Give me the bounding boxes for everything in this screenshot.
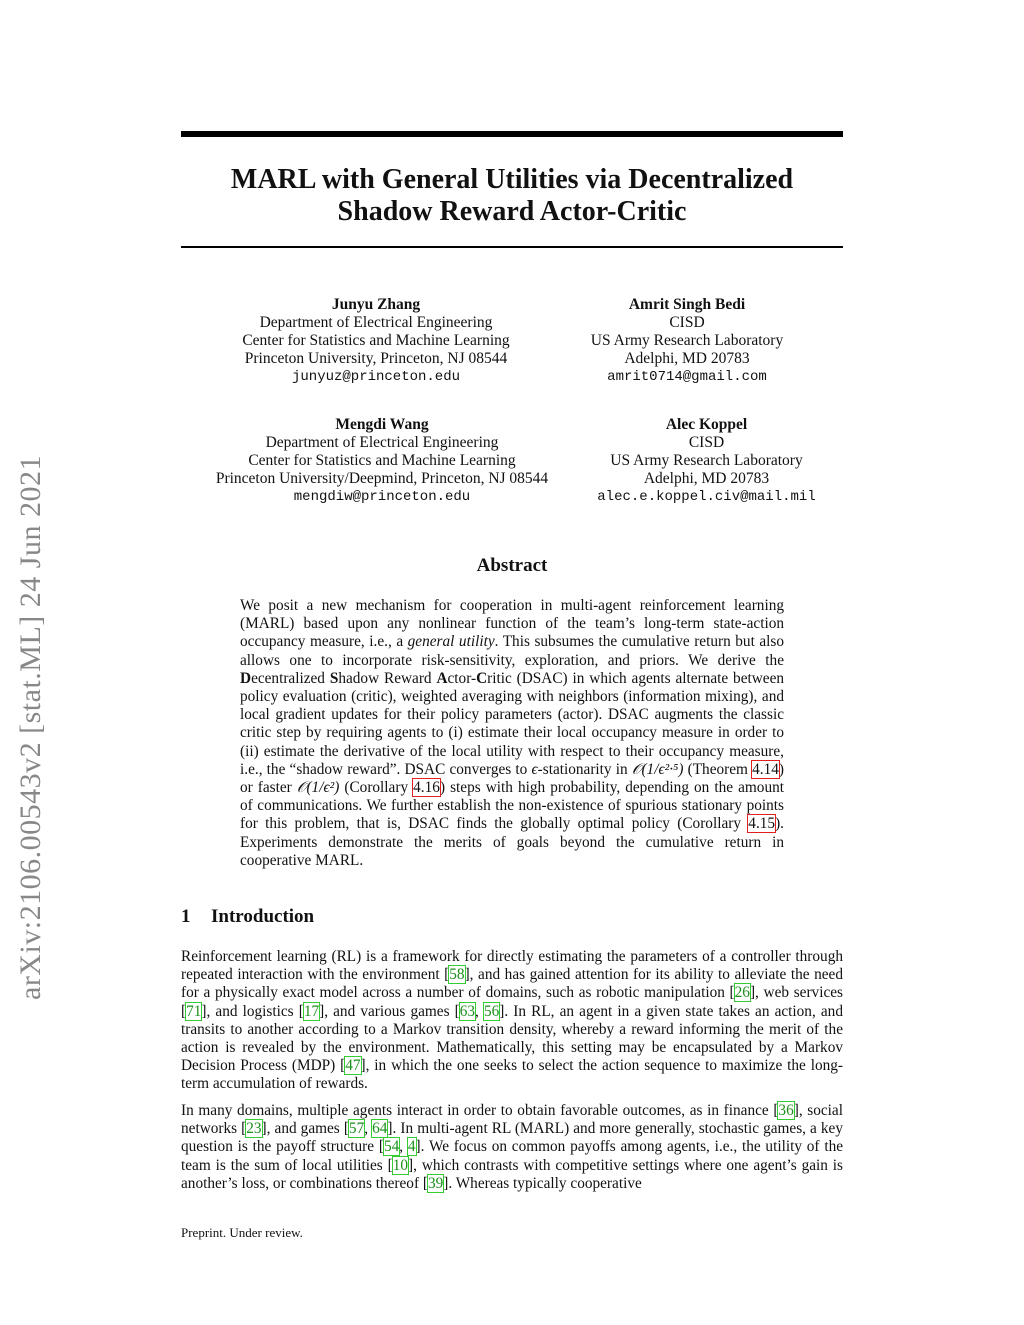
author-email[interactable]: mengdiw@princeton.edu xyxy=(293,489,471,505)
author-affiliation: Department of Electrical Engineering xyxy=(265,434,499,451)
author-block xyxy=(585,416,828,506)
citation-link[interactable]: 56 xyxy=(483,1002,500,1020)
author-email[interactable]: junyuz@princeton.edu xyxy=(291,369,461,385)
author-affiliation: Adelphi, MD 20783 xyxy=(643,470,770,487)
citation-link[interactable]: 54 xyxy=(383,1138,400,1156)
corollary-ref-link[interactable]: 4.15 xyxy=(748,815,776,833)
author-name: Junyu Zhang xyxy=(331,296,421,313)
author-affiliation: CISD xyxy=(688,434,725,451)
author-block xyxy=(226,296,526,386)
theorem-ref-link[interactable]: 4.14 xyxy=(752,760,779,778)
page-footer: Preprint. Under review. xyxy=(181,1225,303,1240)
title-top-rule xyxy=(181,131,843,137)
author-affiliation: Center for Statistics and Machine Learning xyxy=(248,452,516,469)
author-affiliation: US Army Research Laboratory xyxy=(590,332,784,349)
arxiv-identifier: arXiv:2106.00543v2 [stat.ML] 24 Jun 2021 xyxy=(14,455,47,1000)
math-complexity: 𝒪(1/ϵ²·⁵) xyxy=(631,760,684,778)
author-name: Alec Koppel xyxy=(665,416,748,433)
math-complexity: 𝒪(1/ϵ²) xyxy=(296,779,340,797)
math-epsilon: ϵ xyxy=(531,760,538,778)
citation-link[interactable]: 4 xyxy=(407,1138,416,1156)
corollary-ref-link[interactable]: 4.16 xyxy=(413,779,440,797)
citation-link[interactable]: 39 xyxy=(427,1174,444,1192)
intro-paragraph: In many domains, multiple agents interact in order to obtain favorable outcomes, as in finance [36], social networks [23], and games [57, 64]. In multi-agent RL (MARL) and more generally, stochastic games, a key question is the payoff structure [54, 4]. We focus on common payoffs among agents, i.e., the utility of the team is the sum of local utilities [10], which contrasts with competitive settings where one agent’s gain is another’s loss, or combinations thereof [39]. Whereas typically cooperative xyxy=(181,1102,844,1192)
author-block xyxy=(570,296,804,386)
author-affiliation: Princeton University/Deepmind, Princeton, NJ 08544 xyxy=(215,470,549,487)
citation-link[interactable]: 57 xyxy=(348,1120,365,1138)
author-affiliation: Adelphi, MD 20783 xyxy=(624,350,750,367)
paper-title: MARL with General Utilities via Decentralized Shadow Reward Actor-Critic xyxy=(230,164,794,227)
author-name: Mengdi Wang xyxy=(335,416,429,433)
section-title: Introduction xyxy=(211,906,315,927)
author-block xyxy=(200,416,564,506)
intro-paragraph: Reinforcement learning (RL) is a framework for directly estimating the parameters of a controller through repeated interaction with the environment [58], and has gained attention for its ability to alleviate the need for a physically exact model across a number of domains, such as robotic manipulation [26], web services [71], and logistics [17], and various games [63, 56]. In RL, an agent in a given state takes an action, and transits to another according to a Markov transition density, whereby a reward informing the merit of the action is revealed by the environment. Mathematically, this setting may be encapsulated by a Markov Decision Process (MDP) [47], in which the one seeks to select the action sequence to maximize the long-term accumulation of rewards. xyxy=(181,948,843,1093)
citation-link[interactable]: 10 xyxy=(392,1156,409,1174)
citation-link[interactable]: 36 xyxy=(778,1102,794,1119)
author-name: Amrit Singh Bedi xyxy=(628,296,746,313)
abstract-heading: Abstract xyxy=(476,555,548,576)
author-affiliation: Department of Electrical Engineering xyxy=(259,314,493,331)
author-email[interactable]: alec.e.koppel.civ@mail.mil xyxy=(597,489,816,505)
author-email[interactable]: amrit0714@gmail.com xyxy=(607,369,767,385)
title-bottom-rule xyxy=(181,246,843,248)
citation-link[interactable]: 58 xyxy=(449,966,465,984)
citation-link[interactable]: 47 xyxy=(345,1057,361,1075)
author-affiliation: CISD xyxy=(669,314,705,331)
section-number: 1 xyxy=(181,906,191,927)
abstract-text: We posit a new mechanism for cooperation in multi-agent reinforcement learning (MARL) based upon any nonlinear function of the team’s long-term state-action occupancy measure, i.e., a general utility. This subsumes the cumulative return but also allows one to incorporate risk-sensitivity, exploration, and priors. We derive the Decentralized Shadow Reward Actor-Critic (DSAC) in which agents alternate between policy evaluation (critic), weighted averaging with neighbors (information mixing), and local gradient updates for their policy parameters (actor). DSAC augments the classic critic step by requiring agents to (i) estimate their local occupancy measure in order to (ii) estimate the derivative of the local utility with respect to their occupancy measure, i.e., the “shadow reward”. DSAC converges to ϵ-stationarity in 𝒪(1/ϵ²·⁵) (Theorem 4.14) or faster 𝒪(1/ϵ²) (Corollary 4.16) steps with high probability, depending on the amount of communications. We further establish the non-existence of spurious stationary points for this problem, that is, DSAC finds the globally optimal policy (Corollary 4.15). Experiments demonstrate the merits of goals beyond the cumulative return in cooperative MARL. xyxy=(240,597,785,869)
citation-link[interactable]: 23 xyxy=(246,1120,262,1138)
citation-link[interactable]: 63 xyxy=(459,1002,476,1020)
section-heading xyxy=(181,906,314,928)
citation-link[interactable]: 71 xyxy=(186,1002,202,1020)
author-affiliation: US Army Research Laboratory xyxy=(610,452,803,469)
citation-link[interactable]: 26 xyxy=(734,984,750,1002)
author-affiliation: Princeton University, Princeton, NJ 08544 xyxy=(244,350,508,367)
author-affiliation: Center for Statistics and Machine Learning xyxy=(242,332,510,349)
citation-link[interactable]: 17 xyxy=(303,1002,320,1020)
citation-link[interactable]: 64 xyxy=(372,1120,388,1138)
